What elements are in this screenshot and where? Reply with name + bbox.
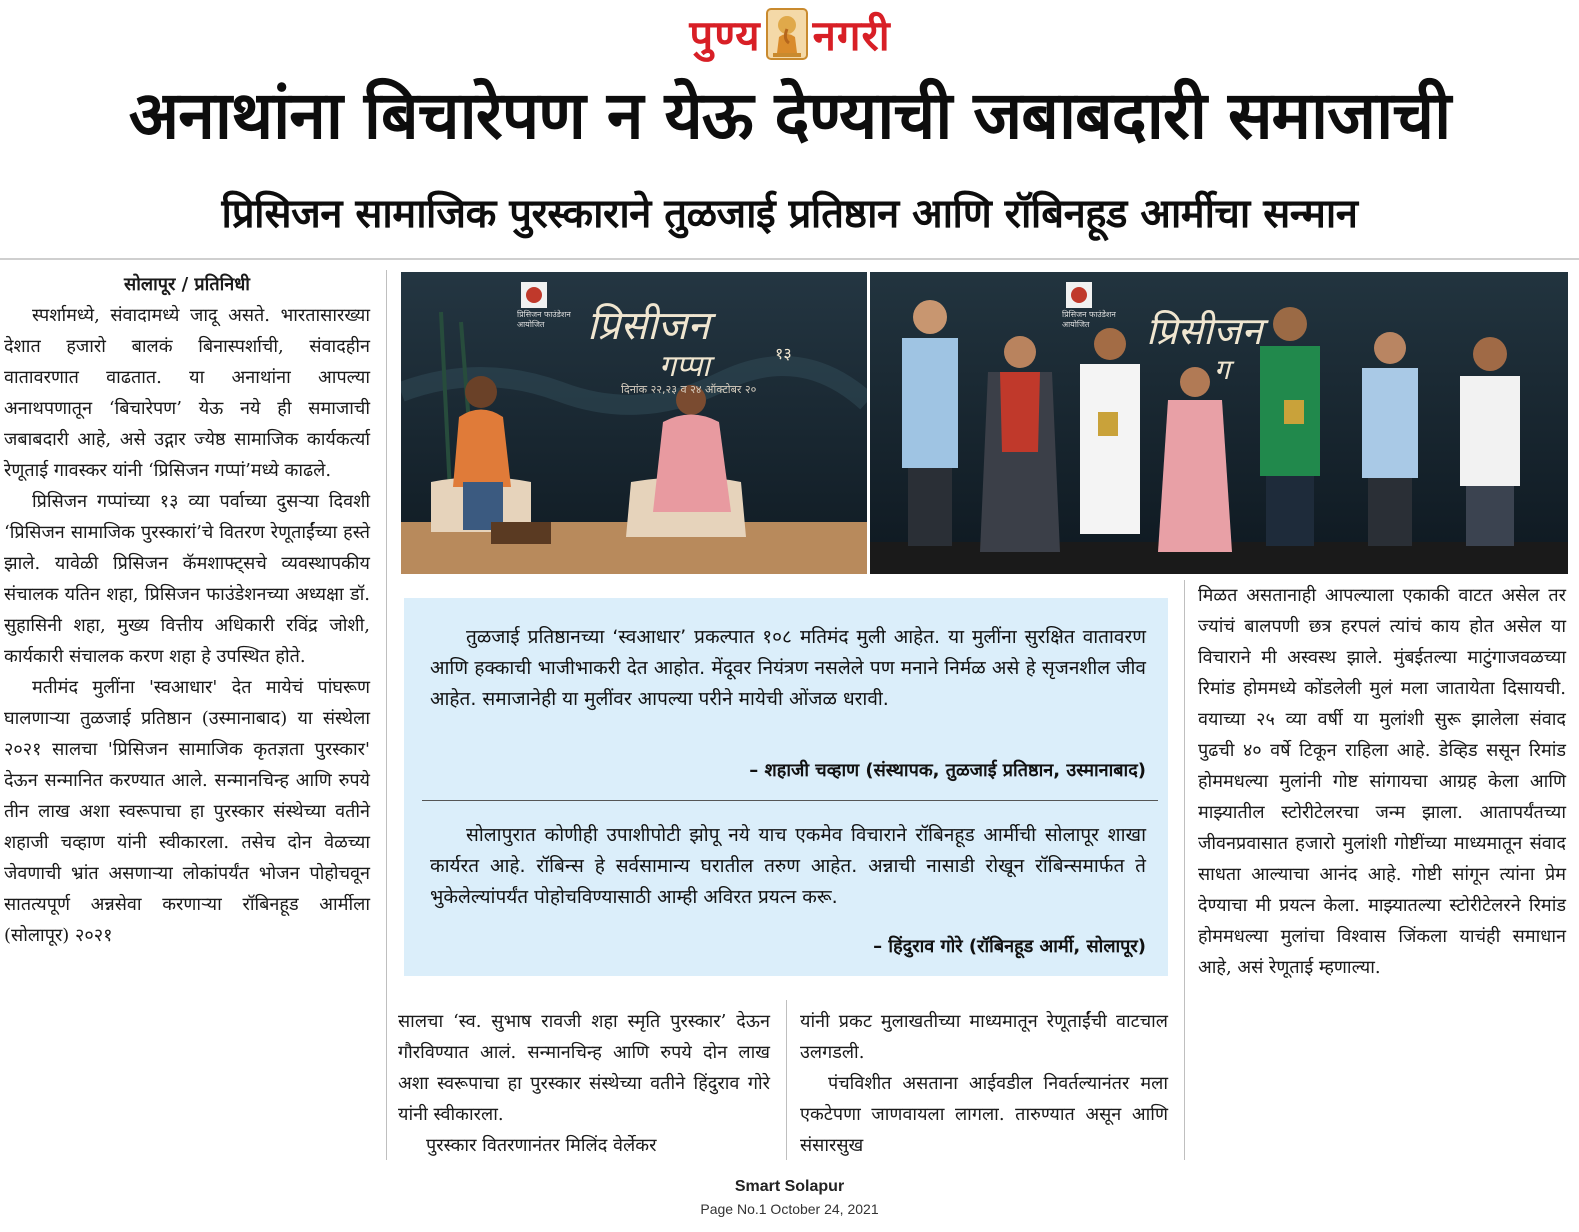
column-rule-2: [786, 1000, 787, 1160]
headline: अनाथांना बिचारेपण न येऊ देण्याची जबाबदारी समाजाची: [128, 77, 1451, 154]
col4-paragraph-1: मिळत असतानाही आपल्याला एकाकी वाटत असेल तर ज्यांचं बालपणी छत्र हरपलं त्यांचं काय होत असेल या विचाराने मी अस्वस्थ झाले. मुंबईतल्या माटुंगाजवळच्या रिमांड होममध्ये कोंडलेली मुलं मला जातायेता दिसायची. वयाच्या २५ व्या वर्षी या मुलांशी सुरू झालेला संवाद पुढची ४० वर्षे टिकून राहिला आहे. डेव्हिड ससून रिमांड होममधल्या मुलांनी गोष्ट सांगायचा आग्रह केला आणि माझ्यातील स्टोरीटेलरचा जन्म झाला. आतापर्यंतच्या जीवनप्रवासात हजारो मुलांशी गोष्टींच्या माध्यमातून संवाद साधता आल्याचा आनंद आहे. गोष्टी सांगून त्यांना प्रेम देण्याचा मी प्रयत्न केला. माझ्यातल्या स्टोरीटेलरने रिमांड होममधल्या मुलांचा विश्वास जिंकला याचंही समाधान आहे, असं रेणूताई म्हणाल्या.: [1198, 585, 1566, 978]
masthead-logo: [640, 2, 940, 66]
photo2-banner-title-1: प्रिसीजन: [1146, 309, 1263, 353]
ganesha-emblem-icon: [765, 7, 809, 61]
footer-publication: Smart Solapur: [734, 1178, 845, 1195]
subheadline: प्रिसिजन सामाजिक पुरस्काराने तुळजाई प्रतिष्ठान आणि रॉबिनहूड आर्मीचा सन्मान: [221, 191, 1358, 237]
quote-1-attribution: – शहाजी चव्हाण (संस्थापक, तुळजाई प्रतिष्ठान, उस्मानाबाद): [749, 760, 1146, 781]
header-divider: [0, 258, 1579, 260]
article-column-2: [398, 1006, 770, 1166]
quote-1-text: तुळजाई प्रतिष्ठानच्या ‘स्वआधार’ प्रकल्पात १०८ मतिमंद मुली आहेत. या मुलींना सुरक्षित वातावरण आणि हक्काची भाजीभाकरी देत आहोत. मेंदूवर नियंत्रण नसलेले पण मनाने निर्मळ असे हे सृजनशील जीव आहेत. समाजानेही या मुलींवर आपल्या परीने मायेची ओंजळ धरावी.: [430, 626, 1146, 710]
col2-paragraph-1: सालचा ‘स्व. सुभाष रावजी शहा स्मृति पुरस्कार’ देऊन गौरविण्यात आलं. सन्मानचिन्ह आणि रुपये दोन लाख अशा स्वरूपाचा हा पुरस्कार संस्थेच्या वतीने हिंदुराव गोरे यांनी स्वीकारला.: [398, 1011, 770, 1125]
col1-paragraph-3: मतीमंद मुलींना 'स्वआधार' देत मायेचं पांघरूण घालणाऱ्या तुळजाई प्रतिष्ठान (उस्मानाबाद) या संस्थेला २०२१ सालचा 'प्रिसिजन सामाजिक कृतज्ञता पुरस्कार' देऊन सन्मानित करण्यात आले. सन्मानचिन्ह आणि रुपये तीन लाख अशा स्वरूपाचा हा पुरस्कार संस्थेच्या वतीने शहाजी चव्हाण यांनी स्वीकारला. तसेच दोन वेळच्या जेवणाची भ्रांत असणाऱ्या लोकांपर्यंत भोजन पोहोचवून सातत्यपूर्ण अन्नसेवा करणाऱ्या रॉबिनहूड आर्मीला (सोलापूर) २०२१: [4, 677, 370, 946]
masthead-right-text: नगरी: [812, 10, 891, 60]
photo2-logo-caption: प्रिसिजन फाउंडेशन आयोजित: [1062, 310, 1116, 329]
photo1-banner-dates: दिनांक २२,२३ व २४ ऑक्टोबर २०: [621, 383, 757, 396]
col3-paragraph-2: पंचविशीत असताना आईवडील निवर्तल्यानंतर मला एकटेपणा जाणवायला लागला. तारुण्यात असून आणि संसारसुख: [800, 1073, 1168, 1156]
quote-2: [430, 820, 1146, 913]
photo-award-group: [870, 272, 1568, 574]
photo-stage-interview: [401, 272, 867, 574]
masthead-left-text: पुण्य: [689, 10, 761, 60]
quote-2-text: सोलापुरात कोणीही उपाशीपोटी झोपू नये याच एकमेव विचाराने रॉबिनहूड आर्मीची सोलापूर शाखा कार्यरत आहे. रॉबिन्स हे सर्वसामान्य घरातील तरुण आहेत. अन्नाची नासाडी रोखून रॉबिन्समार्फत ते भुकेलेल्यांपर्यंत पोहोचविण्यासाठी आम्ही अविरत प्रयत्न करू.: [430, 824, 1146, 908]
dateline: सोलापूर / प्रतिनिधी: [124, 274, 250, 295]
photo1-banner-title-2: गप्पा: [659, 349, 710, 384]
quote-2-attribution: – हिंदुराव गोरे (रॉबिनहूड आर्मी, सोलापूर): [873, 936, 1146, 957]
article-column-3: [800, 1006, 1168, 1166]
quote-1: [430, 622, 1146, 715]
photo2-banner-title-2: ग: [1214, 353, 1230, 386]
col2-paragraph-2: पुरस्कार वितरणानंतर मिलिंद वेर्लेकर: [426, 1135, 657, 1156]
article-column-1: [4, 270, 370, 1170]
column-rule-3: [1184, 580, 1185, 1160]
quote-divider: [422, 800, 1158, 801]
footer-page-info: Page No.1 October 24, 2021: [700, 1201, 879, 1217]
photo1-banner-title-1: प्रिसीजन: [587, 303, 710, 349]
quote-box: [404, 598, 1168, 976]
col1-paragraph-2: प्रिसिजन गप्पांच्या १३ व्या पर्वाच्या दुसऱ्या दिवशी ‘प्रिसिजन सामाजिक पुरस्कारां’चे वितरण रेणूताईंच्या हस्ते झाले. यावेळी प्रिसिजन कॅमशाफ्ट्सचे व्यवस्थापकीय संचालक यतिन शहा, प्रिसिजन फाउंडेशनच्या अध्यक्षा डॉ. सुहासिनी शहा, मुख्य वित्तीय अधिकारी रविंद्र जोशी, कार्यकारी संचालक करण शहा हे उपस्थित होते.: [4, 491, 370, 667]
article-column-4: [1198, 580, 1566, 1160]
photo1-logo-caption: प्रिसिजन फाउंडेशन आयोजित: [517, 310, 571, 329]
photo1-banner-number: १३: [775, 344, 792, 363]
column-rule-1: [386, 270, 387, 1160]
col3-paragraph-1: यांनी प्रकट मुलाखतीच्या माध्यमातून रेणूताईंची वाटचाल उलगडली.: [800, 1011, 1168, 1063]
col1-paragraph-1: स्पर्शामध्ये, संवादामध्ये जादू असते. भारतासारख्या देशात हजारो बालकं बिनास्पर्शाची, संवादहीन वातावरणात वाढतात. या अनाथांना आपल्या अनाथपणातून ‘बिचारेपण’ येऊ नये ही समाजाची जबाबदारी आहे, असे उद्गार ज्येष्ठ सामाजिक कार्यकर्त्या रेणूताई गावस्कर यांनी ‘प्रिसिजन गप्पां’मध्ये काढले.: [4, 305, 370, 481]
